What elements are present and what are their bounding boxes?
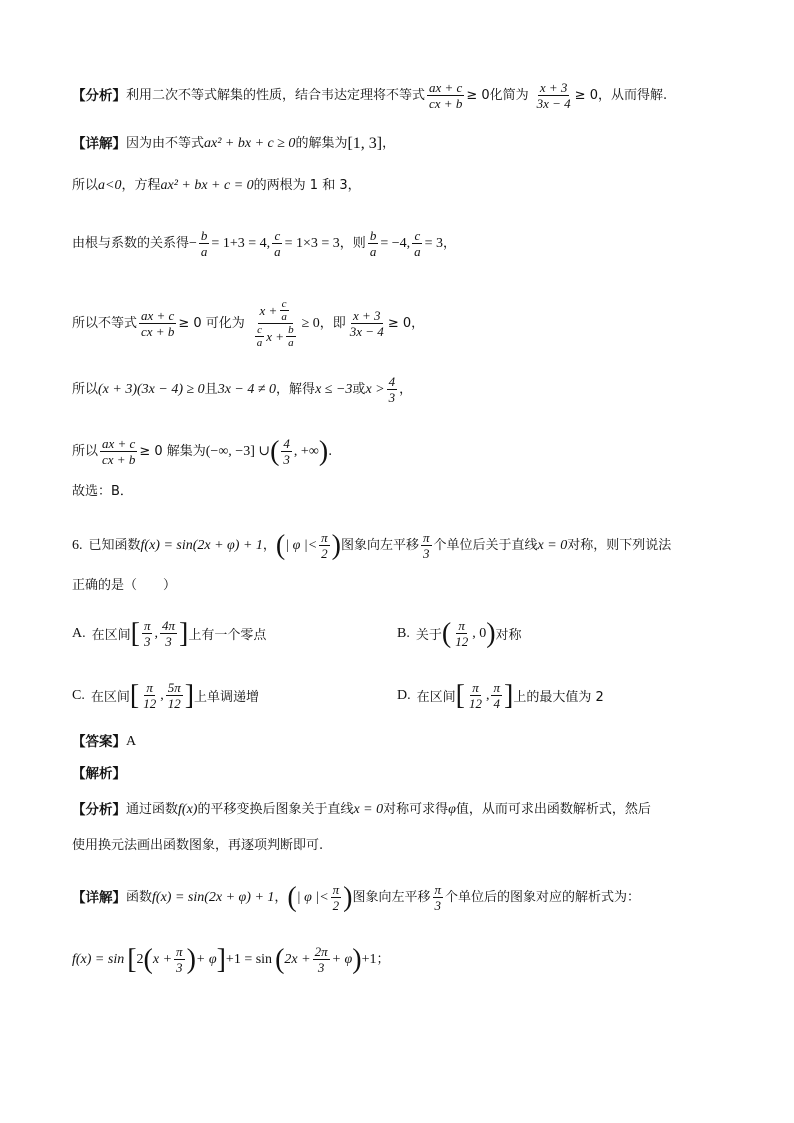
option-a: A. 在区间 [ $\frac{\pi}{3}$ , $\frac{4\pi}{3}$ ] 上有一个零点 bbox=[72, 617, 267, 649]
fraction: $\frac{\pi}{12}$ bbox=[455, 618, 469, 649]
math-interval: [1, 3] bbox=[347, 135, 383, 152]
body-text: ，则 bbox=[339, 235, 366, 251]
jiexi-tag: 【解析】 bbox=[72, 766, 126, 782]
analysis-paragraph-1 bbox=[72, 80, 734, 111]
fraction: $\frac{4}{3}$ bbox=[388, 374, 396, 405]
fraction: $\frac{b}{a}$ bbox=[288, 324, 294, 349]
analysis-paragraph-2: 【分析】 通过函数 f(x) 的平移变换后图象关于直线 x = 0 对称可求得 φ 值，从而可求出函数解析式，然后 bbox=[72, 802, 651, 818]
analysis-text: 利用二次不等式解集的性质，结合韦达定理将不等式 bbox=[126, 87, 426, 103]
body-text: 所以 bbox=[72, 443, 99, 459]
text-line-5 bbox=[72, 298, 734, 349]
fraction: $\frac{2\pi}{3}$ bbox=[314, 944, 328, 975]
fraction: $\frac{\pi}{2}$ bbox=[332, 882, 340, 913]
detail-tag: 【详解】 bbox=[72, 136, 126, 152]
detail-paragraph-2: 【详解】 函数 f(x) = sin(2x + φ) + 1 ， ( | φ |< $\frac{\pi}{2}$ ) 图象向左平移 $\frac{\pi}{3}$ 个单位后的图象对应的解析式为： bbox=[72, 881, 641, 913]
fraction: $\frac{\pi}{12}$ bbox=[468, 680, 482, 711]
jiexi-line bbox=[72, 764, 734, 784]
option-d: D. 在区间 [ $\frac{\pi}{12}$ , $\frac{\pi}{4}$ ] 上的最大值为 2 bbox=[397, 679, 604, 711]
body-text: 已知函数 bbox=[88, 537, 141, 553]
detail-text: 的解集为 bbox=[295, 136, 348, 151]
body-text: 或 bbox=[352, 381, 366, 397]
body-text: 所以不等式 bbox=[72, 315, 138, 331]
question-6-line-2 bbox=[72, 576, 734, 596]
compound-fraction: x + $\frac{c}{a}$ $\frac{c}{a}$ x + $\frac{b}{a}$ bbox=[256, 298, 294, 349]
question-number: 6. bbox=[72, 537, 83, 553]
answer-line bbox=[72, 732, 734, 752]
math-expression: ax² + bx + c ≥ 0 bbox=[204, 136, 296, 151]
fraction: $\frac{ax + c}{cx + b}$ bbox=[141, 308, 175, 339]
detail-paragraph-1 bbox=[72, 134, 734, 154]
math-expression: ax² + bx + c = 0 bbox=[160, 178, 254, 193]
fraction: $\frac{4}{3}$ bbox=[283, 436, 290, 467]
option-c: C. 在区间 [ $\frac{\pi}{12}$ , $\frac{5\pi}{12}$ ] 上单调递增 bbox=[72, 679, 260, 711]
parenthesized-fraction: ( $\frac{4}{3}$ , +∞ ) bbox=[270, 435, 329, 467]
body-text: ≥ 0 解集为 bbox=[139, 443, 206, 459]
body-text: ， bbox=[262, 537, 276, 553]
text-line-6 bbox=[72, 374, 734, 405]
body-text: ≥ 0， bbox=[387, 315, 425, 331]
fraction: $\frac{\pi}{4}$ bbox=[493, 680, 500, 711]
fraction: $\frac{4\pi}{3}$ bbox=[161, 618, 175, 649]
math-expression: f(x) bbox=[178, 802, 198, 817]
fraction: $\frac{c}{a}$ bbox=[414, 228, 421, 259]
math-expression: x ≤ −3 bbox=[315, 381, 353, 397]
math-expression: f(x) = sin(2x + φ) + 1 bbox=[140, 537, 263, 553]
math-expression: ≥ 0 bbox=[301, 315, 320, 331]
text-line-7 bbox=[72, 436, 734, 467]
detail-text: ， bbox=[382, 136, 396, 151]
text-line-3 bbox=[72, 176, 734, 196]
fraction: $\frac{x + 3}{3x - 4}$ bbox=[536, 80, 571, 111]
fraction: $\frac{\pi}{3}$ bbox=[423, 530, 430, 561]
body-text: 所以 bbox=[72, 178, 99, 193]
condition-paren: ( | φ |< $\frac{\pi}{2}$ ) bbox=[275, 529, 341, 561]
fraction: $\frac{b}{a}$ bbox=[369, 228, 377, 259]
analysis-tag: 【分析】 bbox=[72, 87, 126, 104]
analysis-text: ≥ 0化简为 bbox=[466, 87, 529, 103]
body-text: 故选：B． bbox=[72, 484, 133, 499]
math-expression: a<0 bbox=[98, 178, 122, 193]
body-text: ，即 bbox=[319, 315, 346, 331]
math-expression: x = 0 bbox=[353, 802, 384, 817]
fraction: $\frac{c}{a}$ bbox=[281, 298, 287, 323]
fraction: $\frac{\pi}{3}$ bbox=[434, 882, 442, 913]
body-text: . bbox=[328, 443, 333, 459]
math-expression: (−∞, −3] ∪ bbox=[205, 443, 271, 459]
choice-answer-line bbox=[72, 482, 734, 502]
body-text: 对称，则下列说法 bbox=[567, 537, 672, 553]
condition-paren: ( | φ |< $\frac{\pi}{2}$ ) bbox=[287, 881, 353, 913]
math-expression: = 1+3 = 4, bbox=[211, 235, 271, 251]
body-text: 由根与系数的关系得 bbox=[72, 235, 190, 251]
math-expression: x > bbox=[365, 381, 385, 397]
math-expression: 3x − 4 ≠ 0 bbox=[217, 381, 277, 397]
analysis-text: ≥ 0，从而得解. bbox=[574, 87, 668, 103]
fraction: $\frac{\pi}{3}$ bbox=[176, 944, 183, 975]
body-text: ，解得 bbox=[276, 381, 316, 397]
fraction: $\frac{ax + c}{cx + b}$ bbox=[102, 436, 136, 467]
detail-text: 因为由不等式 bbox=[126, 136, 205, 151]
body-text: ， bbox=[443, 235, 457, 251]
math-expression: f(x) = sin(2x + φ) + 1 bbox=[152, 889, 275, 905]
analysis-tag: 【分析】 bbox=[72, 802, 126, 818]
math-expression: = −4, bbox=[380, 235, 411, 251]
fraction: $\frac{\pi}{2}$ bbox=[321, 530, 328, 561]
math-expression: = 1×3 = 3 bbox=[284, 235, 340, 251]
fraction: $\frac{5\pi}{12}$ bbox=[167, 680, 181, 711]
answer-value: A bbox=[126, 734, 137, 749]
body-text: 的两根为 1 和 3， bbox=[253, 178, 361, 193]
math-expression: (x + 3)(3x − 4) ≥ 0 bbox=[98, 381, 205, 397]
math-expression: = 3 bbox=[424, 235, 444, 251]
detail-tag: 【详解】 bbox=[72, 889, 126, 906]
body-text: ≥ 0 可化为 bbox=[178, 315, 245, 331]
fraction: $\frac{x + 3}{3x - 4}$ bbox=[349, 308, 384, 339]
option-b: B. 关于 ( $\frac{\pi}{12}$ , 0 ) 对称 bbox=[397, 617, 522, 649]
answer-tag: 【答案】 bbox=[72, 734, 126, 750]
display-formula: f(x) = sin [ 2 ( x + $\frac{\pi}{3}$ ) + φ ] +1 = sin ( 2x + $\frac{2\pi}{3}$ + φ ) +1 ； bbox=[72, 943, 390, 975]
math-expression: x = 0 bbox=[537, 537, 568, 553]
body-text: 图象向左平移 bbox=[340, 537, 419, 553]
fraction: $\frac{ax + c}{cx + b}$ bbox=[429, 80, 463, 111]
fraction: $\frac{\pi}{12}$ bbox=[143, 680, 157, 711]
math-symbol: φ bbox=[448, 802, 456, 817]
body-text: 且 bbox=[204, 381, 218, 397]
analysis-paragraph-2-cont: 使用换元法画出函数图象，再逐项判断即可. bbox=[72, 838, 324, 853]
fraction: $\frac{\pi}{3}$ bbox=[143, 618, 151, 649]
fraction: $\frac{b}{a}$ bbox=[200, 228, 208, 259]
body-text: 正确的是（ ） bbox=[72, 578, 177, 593]
body-text: ，方程 bbox=[121, 178, 161, 193]
fraction: $\frac{c}{a}$ bbox=[274, 228, 281, 259]
math-symbol: − bbox=[189, 235, 197, 251]
body-text: 个单位后关于直线 bbox=[433, 537, 538, 553]
body-text: 所以 bbox=[72, 381, 99, 397]
fraction: $\frac{c}{a}$ bbox=[256, 324, 263, 349]
question-6-line-1 bbox=[72, 530, 734, 561]
body-text: ， bbox=[399, 381, 413, 397]
text-line-4 bbox=[72, 228, 734, 259]
